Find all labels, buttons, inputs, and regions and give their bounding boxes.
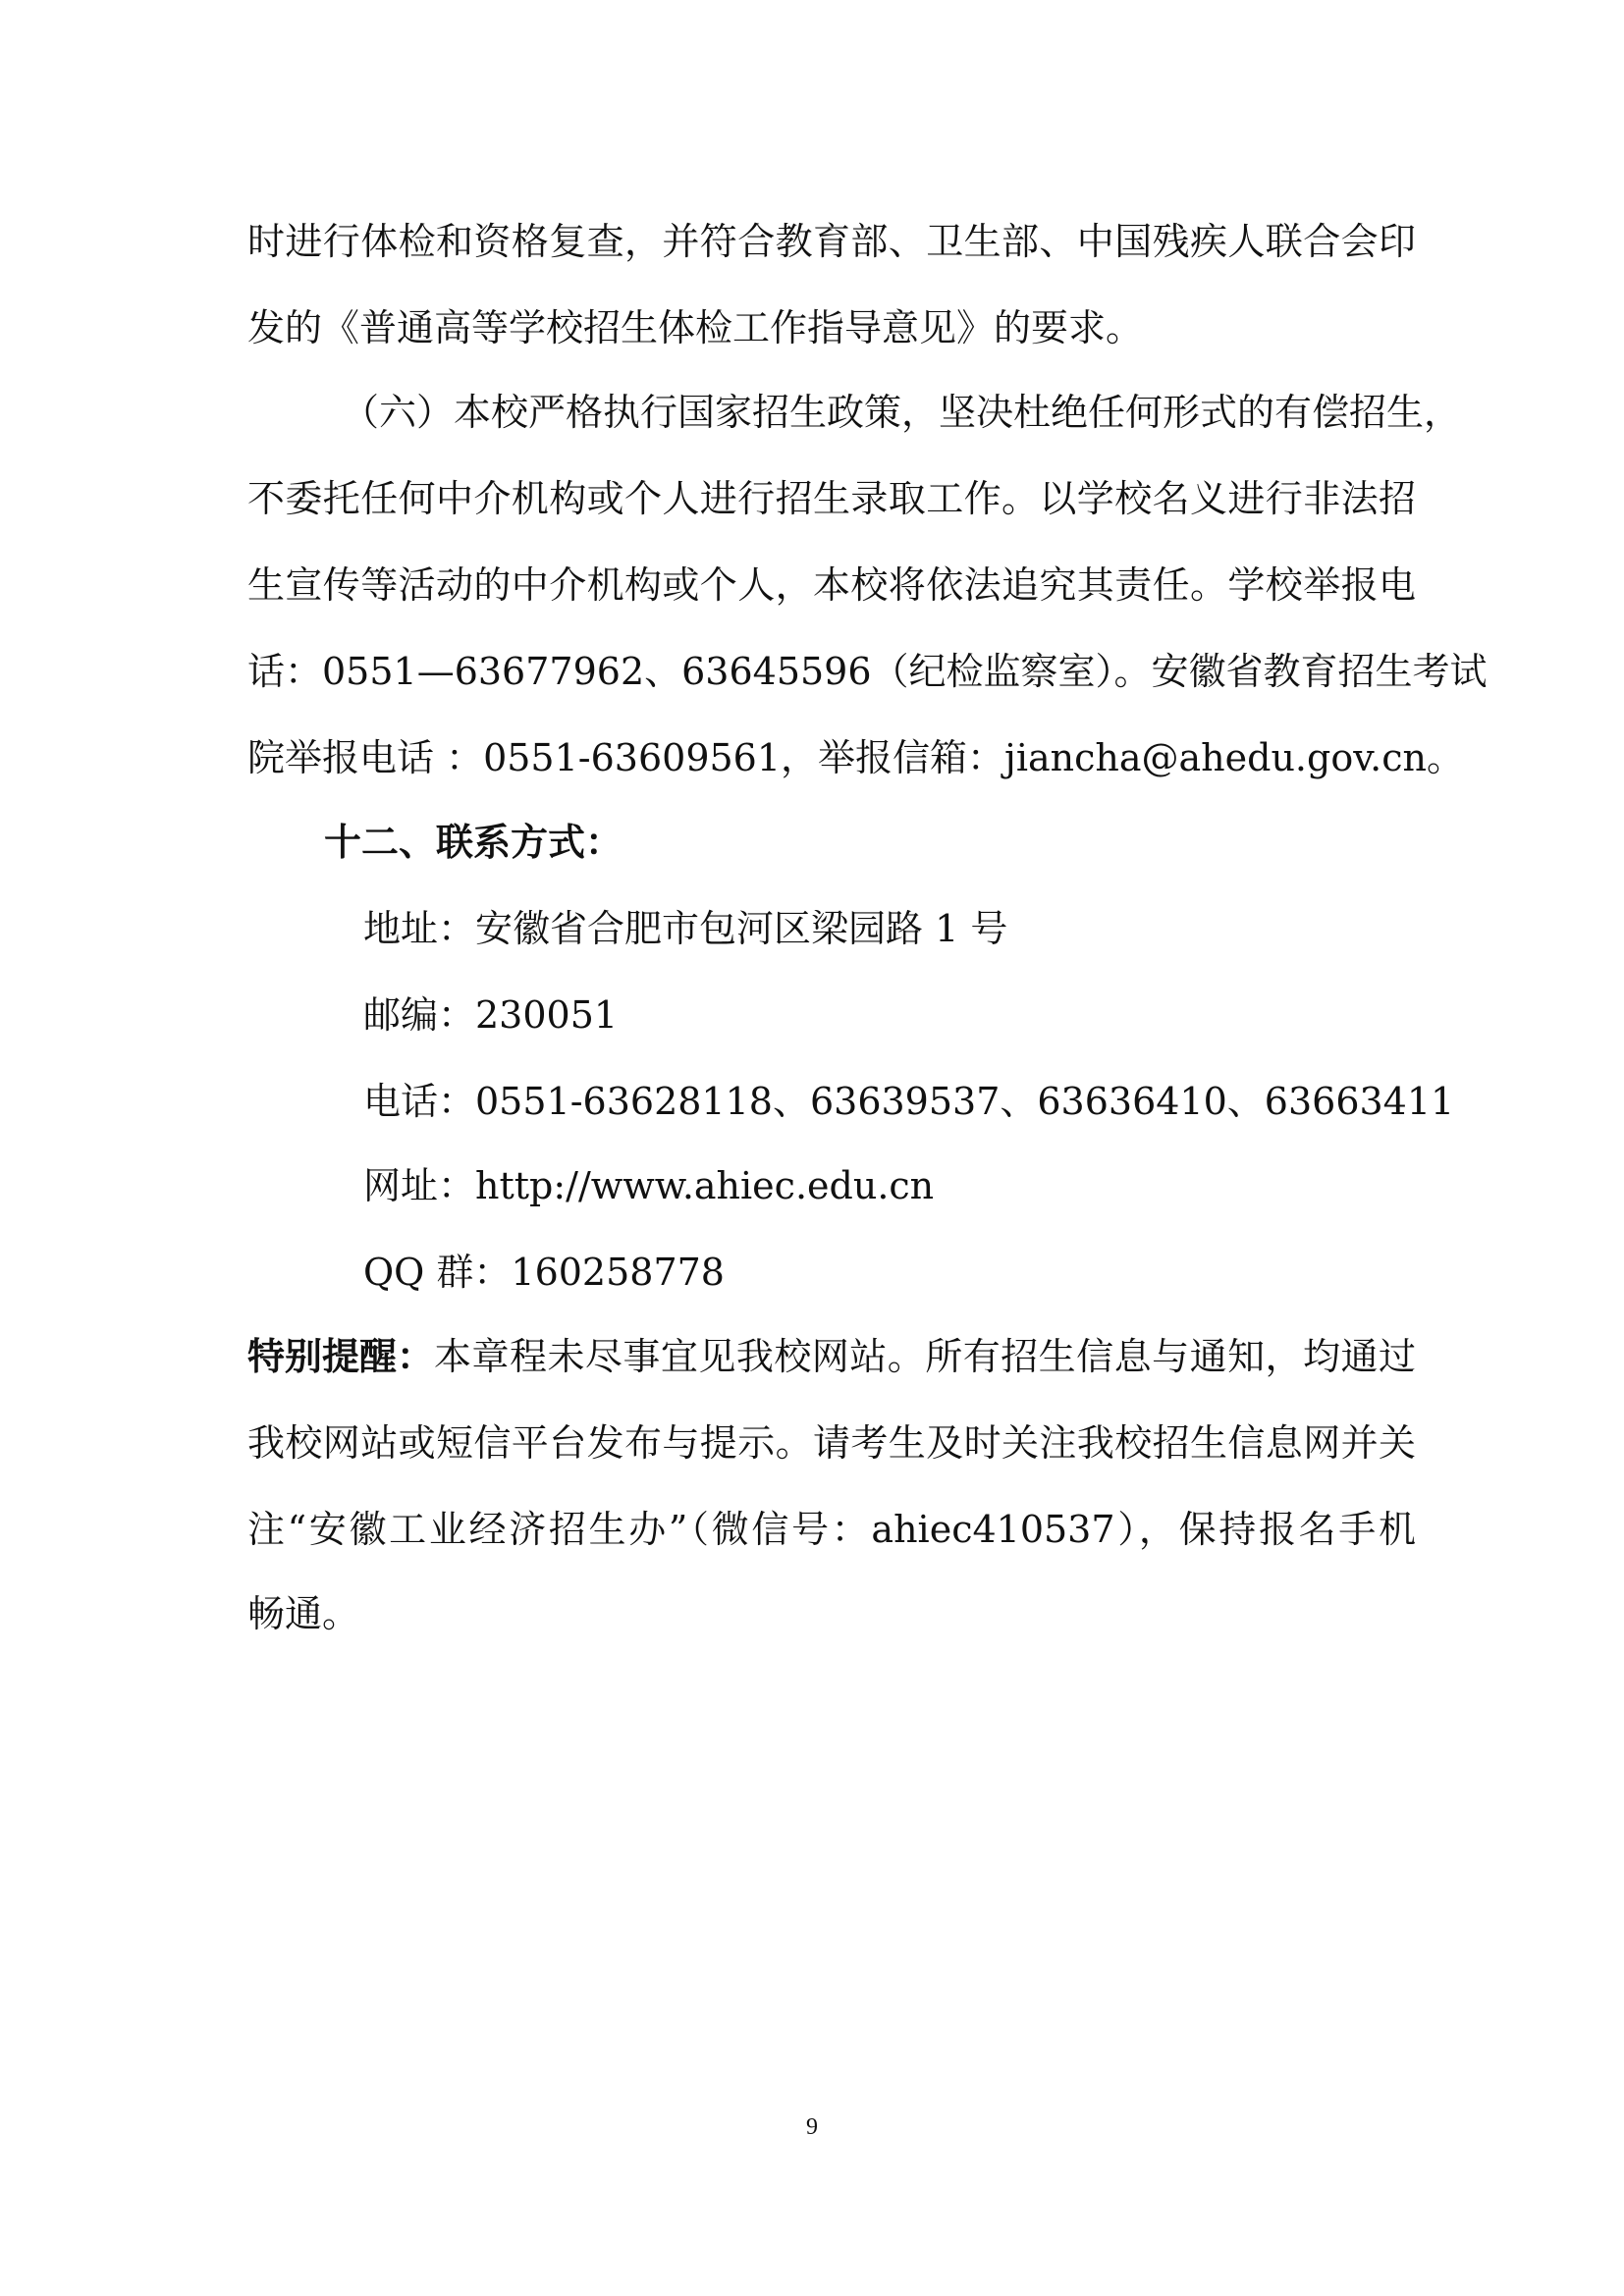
contact-website: 网址：http://www.ahiec.edu.cn — [363, 1164, 935, 1207]
item6-line-2: 不委托任何中介机构或个人进行招生录取工作。以学校名义进行非法招 — [247, 477, 1416, 520]
reminder-line-3: 注“安徽工业经济招生办”（微信号：ahiec410537），保持报名手机 — [247, 1508, 1416, 1551]
item6-line-3: 生宣传等活动的中介机构或个人，本校将依法追究其责任。学校举报电 — [247, 563, 1416, 607]
page-number: 9 — [806, 2114, 818, 2140]
item6-line-4: 话：0551—63677962、63645596（纪检监察室）。安徽省教育招生考试 — [247, 650, 1488, 693]
contact-postcode: 邮编：230051 — [363, 993, 619, 1037]
contact-phone: 电话：0551-63628118、63639537、63636410、63663411 — [363, 1080, 1455, 1123]
continuation-line-2: 发的《普通高等学校招生体检工作指导意见》的要求。 — [247, 306, 1144, 349]
reminder-label: 特别提醒： — [247, 1335, 435, 1378]
reminder-line-4: 畅通。 — [247, 1592, 360, 1635]
contact-address: 地址：安徽省合肥市包河区梁园路 1 号 — [363, 907, 1008, 950]
reminder-line-1: 本章程未尽事宜见我校网站。所有招生信息与通知，均通过 — [434, 1335, 1416, 1378]
continuation-line-1: 时进行体检和资格复查，并符合教育部、卫生部、中国残疾人联合会印 — [247, 220, 1416, 263]
item6-line-1: （六）本校严格执行国家招生政策，坚决杜绝任何形式的有偿招生， — [342, 391, 1462, 434]
item6-line-5: 院举报电话 ：0551-63609561，举报信箱：jiancha@ahedu.gov.cn。 — [247, 736, 1465, 779]
reminder-line-2: 我校网站或短信平台发布与提示。请考生及时关注我校招生信息网并关 — [247, 1421, 1416, 1465]
contact-heading: 十二、联系方式： — [324, 820, 623, 864]
contact-qq: QQ 群：160258778 — [363, 1251, 725, 1294]
